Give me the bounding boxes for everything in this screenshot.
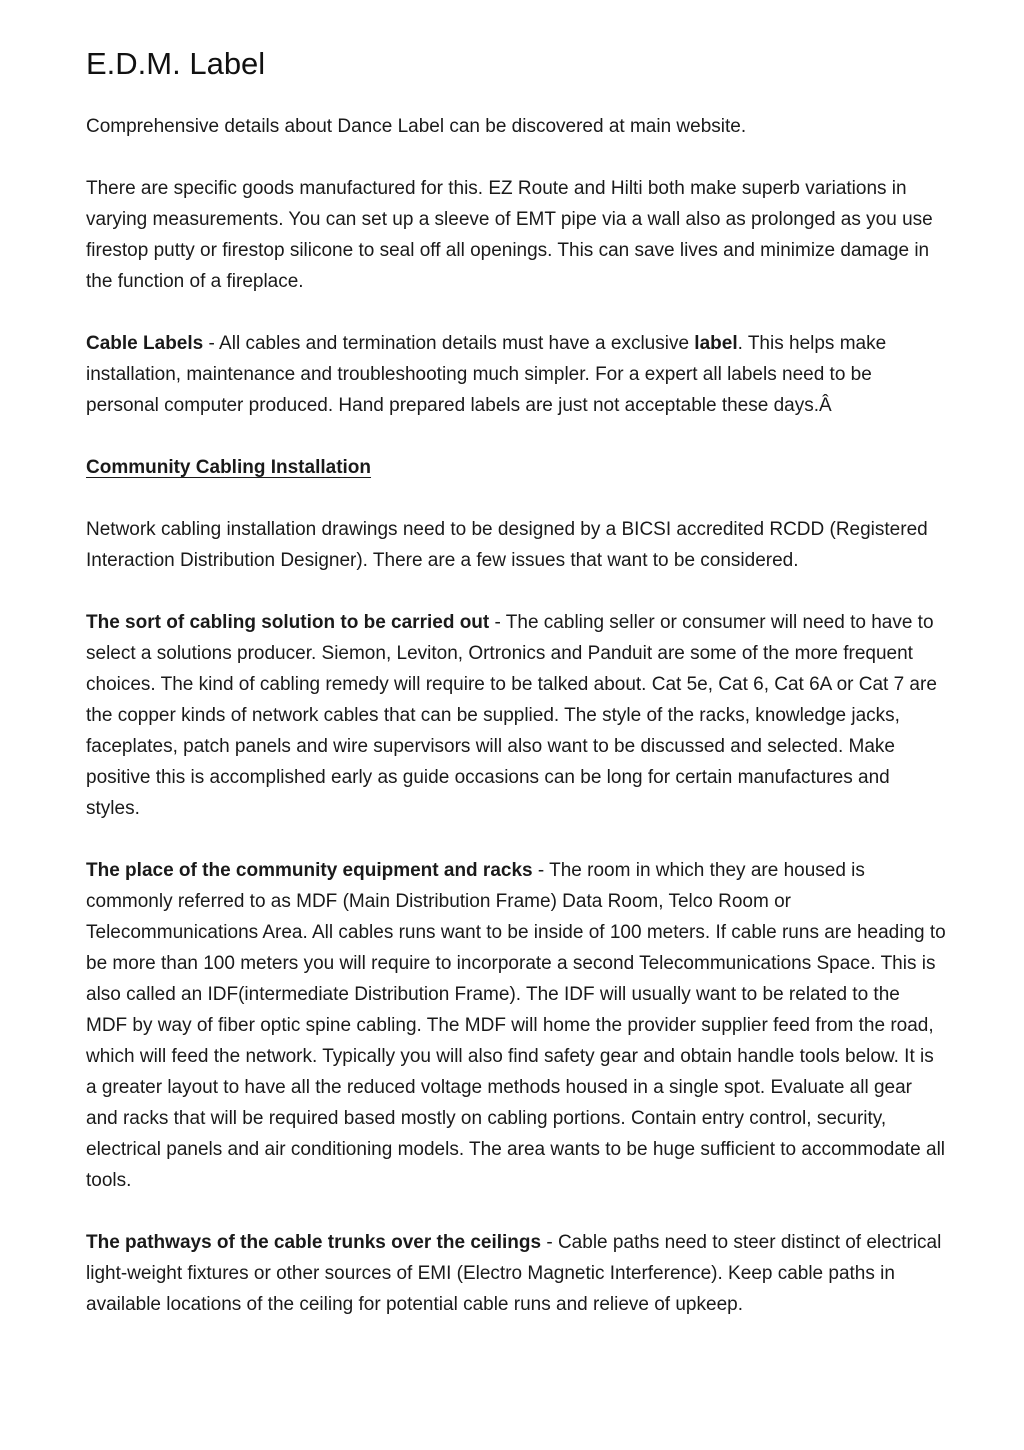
pathways-paragraph [86,1227,946,1320]
cable-labels-paragraph [86,328,946,421]
place-of-equipment-text: - The room in which they are housed is commonly referred to as MDF (Main Distribution Frame) Data Room, Telco Room or Telecommunications Area. All cables runs want to be inside of 100 meters. If cable runs are heading to be more than 100 meters you will require to incorporate a second Telecommunications Space. This is also called an IDF(intermediate Distribution Frame). The IDF will usually want to be related to the MDF by way of fiber optic spine cabling. The MDF will home the provider supplier feed from the road, which will feed the network. Typically you will also find safety gear and obtain handle tools below. It is a greater layout to have all the reduced voltage methods housed in a single spot. Evaluate all gear and racks that will be required based mostly on cabling portions. Contain entry control, security, electrical panels and air conditioning models. The area wants to be huge sufficient to accommodate all tools. [86,860,946,1191]
cable-labels-bold-word: label [694,333,738,354]
goods-paragraph: There are specific goods manufactured for this. EZ Route and Hilti both make superb variations in varying measurements. You can set up a sleeve of EMT pipe via a wall also as prolonged as you use firestop putty or firestop silicone to seal off all openings. This can save lives and minimize damage in the function of a fireplace. [86,178,933,292]
sort-of-cabling-paragraph [86,607,946,824]
network-paragraph: Network cabling installation drawings need to be designed by a BICSI accredited RCDD (Registered Interaction Distribution Designer). There are a few issues that want to be considered. [86,519,928,571]
intro-paragraph: Comprehensive details about Dance Label can be discovered at main website. [86,116,747,137]
place-of-equipment-lead: The place of the community equipment and racks [86,860,533,881]
cable-labels-text-before: - All cables and termination details must have a exclusive [203,333,695,354]
cable-labels-text-after: . This helps make installation, maintenance and troubleshooting much simpler. For a expert all labels need to be personal computer produced. Hand prepared labels are just not acceptable these days.Â [86,333,887,416]
section-heading-container [86,452,946,483]
place-of-equipment-paragraph [86,855,946,1196]
cable-labels-lead: Cable Labels [86,333,204,354]
pathways-text: - Cable paths need to steer distinct of electrical light-weight fixtures or other sources of EMI (Electro Magnetic Interference). Keep cable paths in available locations of the ceiling for potential cable runs and relieve of upkeep. [86,1232,942,1315]
section-heading-link[interactable]: Community Cabling Installation [86,457,372,478]
document-page [86,44,946,1320]
page-title: E.D.M. Label [86,46,266,81]
sort-of-cabling-lead: The sort of cabling solution to be carried out [86,612,490,633]
sort-of-cabling-text: - The cabling seller or consumer will need to have to select a solutions producer. Siemon, Leviton, Ortronics and Panduit are some of the more frequent choices. The kind of cabling remedy will require to be talked about. Cat 5e, Cat 6, Cat 6A or Cat 7 are the copper kinds of network cables that can be supplied. The style of the racks, knowledge jacks, faceplates, patch panels and wire supervisors will also want to be discussed and selected. Make positive this is accomplished early as guide occasions can be long for certain manufactures and styles. [86,612,937,819]
pathways-lead: The pathways of the cable trunks over the ceilings [86,1232,542,1253]
